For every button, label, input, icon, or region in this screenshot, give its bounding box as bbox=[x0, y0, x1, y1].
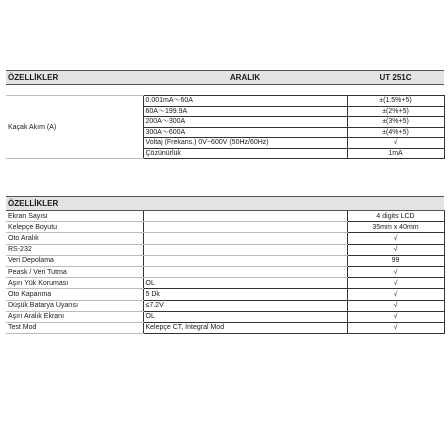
range-cell bbox=[143, 266, 347, 277]
range-cell: 300A～600A bbox=[143, 127, 347, 138]
value-cell: √ bbox=[347, 233, 444, 244]
header-features: ÖZELLİKLER bbox=[6, 71, 143, 85]
range-cell: Voltaj (Frekans.) 0V~600V (50Hz/60Hz) bbox=[143, 138, 347, 149]
value-cell: √ bbox=[347, 138, 444, 149]
table-row bbox=[6, 96, 444, 107]
value-cell: √ bbox=[347, 266, 444, 277]
feature-cell: Oto Aralık bbox=[6, 233, 143, 244]
table-row bbox=[6, 211, 444, 222]
table-header bbox=[6, 197, 444, 211]
table-row bbox=[6, 255, 444, 266]
range-cell: Çözünürlük bbox=[143, 148, 347, 159]
table-row bbox=[6, 244, 444, 255]
range-cell: 200A～300A bbox=[143, 117, 347, 128]
feature-cell: Veri Depolama bbox=[6, 255, 143, 266]
table-row bbox=[6, 322, 444, 333]
header-model: UT 251C bbox=[347, 71, 444, 85]
value-cell: √ bbox=[347, 244, 444, 255]
range-cell: 5 Dk bbox=[143, 289, 347, 300]
value-cell: √ bbox=[347, 289, 444, 300]
value-cell: ±(4%+5) bbox=[347, 127, 444, 138]
header-range: ARALIK bbox=[143, 71, 347, 85]
feature-cell: Ekran Sayısı bbox=[6, 211, 143, 222]
range-cell bbox=[143, 244, 347, 255]
feature-cell: Test Mod bbox=[6, 322, 143, 333]
feature-cell: Aşırı Aralık Ekranı bbox=[6, 311, 143, 322]
table-row bbox=[6, 233, 444, 244]
specs-table-general bbox=[6, 196, 445, 334]
table-row bbox=[6, 266, 444, 277]
feature-cell: Kelepçe Boyutu bbox=[6, 222, 143, 233]
feature-cell: Aşırı Yük Koruması bbox=[6, 278, 143, 289]
table-row bbox=[6, 278, 444, 289]
value-cell: 35mm x 40mm bbox=[347, 222, 444, 233]
feature-cell: Oto Kapanma bbox=[6, 289, 143, 300]
range-cell: OL bbox=[143, 278, 347, 289]
table-row bbox=[6, 300, 444, 311]
range-cell: Kelepçe CT, İntegral Mod bbox=[143, 322, 347, 333]
feature-cell: Peask / Veri Tutma bbox=[6, 266, 143, 277]
value-cell: √ bbox=[347, 311, 444, 322]
range-cell: 60A～199.9A bbox=[143, 106, 347, 117]
table-header bbox=[6, 71, 444, 85]
range-cell bbox=[143, 222, 347, 233]
range-cell: OL bbox=[143, 311, 347, 322]
table-row bbox=[6, 289, 444, 300]
value-cell: √ bbox=[347, 278, 444, 289]
feature-cell: Düşük Batarya Uyarısı bbox=[6, 300, 143, 311]
value-cell: ±(3%+5) bbox=[347, 117, 444, 128]
value-cell: 4 digits LCD bbox=[347, 211, 444, 222]
range-cell: ≤7.2V bbox=[143, 300, 347, 311]
value-cell: ±(2%+5) bbox=[347, 106, 444, 117]
range-cell bbox=[143, 211, 347, 222]
table-row bbox=[6, 311, 444, 322]
value-cell: 99 bbox=[347, 255, 444, 266]
range-cell bbox=[143, 255, 347, 266]
feature-label-leakage: Kaçak Akım (A) bbox=[6, 96, 143, 159]
value-cell: ±(1.5%+5) bbox=[347, 96, 444, 107]
feature-cell: RS-232 bbox=[6, 244, 143, 255]
value-cell: √ bbox=[347, 322, 444, 333]
range-cell bbox=[143, 233, 347, 244]
header-features: ÖZELLİKLER bbox=[6, 197, 143, 211]
value-cell: √ bbox=[347, 300, 444, 311]
specs-table-leakage bbox=[6, 70, 445, 159]
table-row bbox=[6, 222, 444, 233]
range-cell: 0.001mA～60A bbox=[143, 96, 347, 107]
value-cell: 1mA bbox=[347, 148, 444, 159]
